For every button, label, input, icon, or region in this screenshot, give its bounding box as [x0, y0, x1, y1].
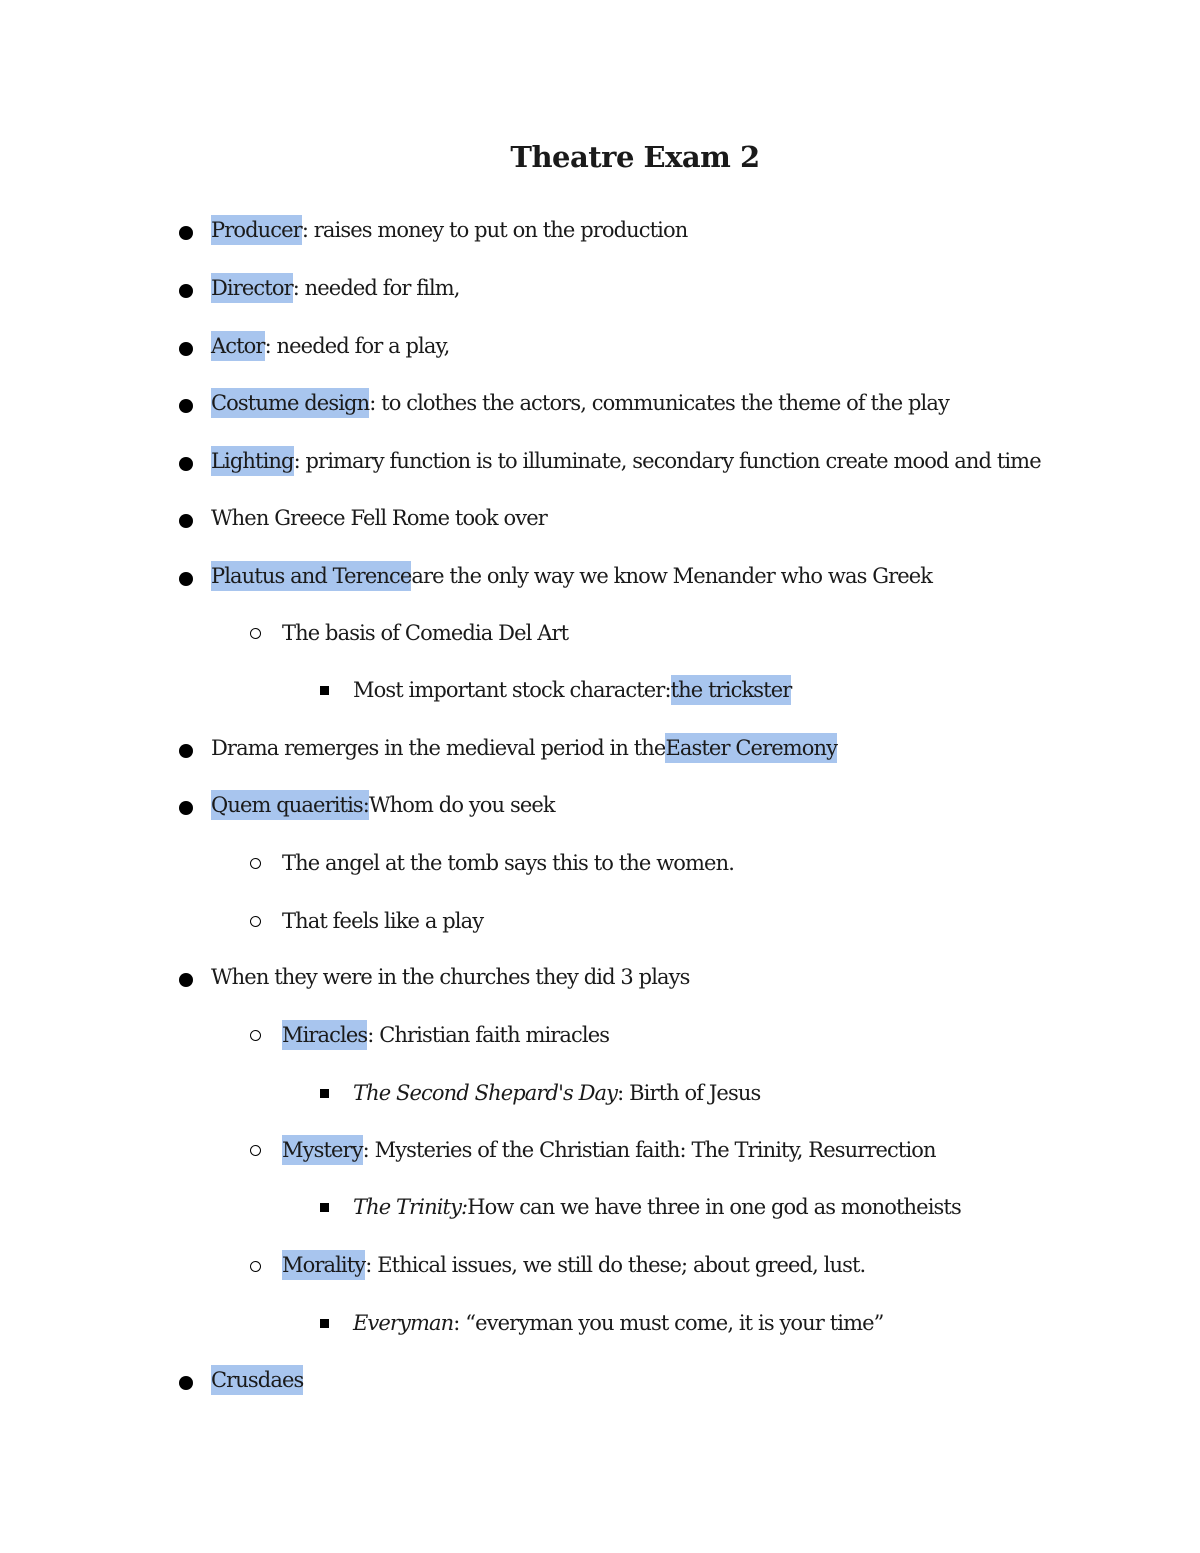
list-item: [282, 1019, 609, 1051]
item-text: : needed for film,: [292, 276, 460, 300]
item-text: That feels like a play: [282, 909, 484, 933]
highlighted-term: Director: [211, 273, 293, 303]
list-item: [211, 789, 555, 821]
list-item: [211, 1364, 303, 1396]
highlighted-term: Actor: [211, 331, 265, 361]
highlighted-term: Morality: [282, 1250, 365, 1280]
highlighted-term: Quem quaeritis:: [211, 790, 369, 820]
item-text: : primary function is to illuminate, secondary function create mood and time: [293, 449, 1041, 473]
play-title: The Second Shepard's Day: [353, 1081, 618, 1105]
item-text: Whom do you seek: [368, 793, 555, 817]
item-text: : Ethical issues, we still do these; about greed, lust.: [365, 1253, 866, 1277]
list-item: [211, 214, 687, 246]
highlighted-term: Producer: [211, 215, 302, 245]
item-text: When Greece Fell Rome took over: [211, 506, 547, 530]
item-text: When they were in the churches they did 3 plays: [211, 965, 690, 989]
bullet-square-icon: [320, 1089, 329, 1098]
bullet-circle-icon: [250, 628, 261, 639]
bullet-circle-icon: [250, 916, 261, 927]
highlighted-term: Crusdaes: [211, 1365, 303, 1395]
bullet-disc-icon: [179, 744, 193, 758]
highlighted-term: Lighting: [211, 446, 294, 476]
list-item: [211, 387, 949, 419]
list-item: [211, 502, 547, 534]
play-title: Everyman: [353, 1311, 454, 1335]
bullet-disc-icon: [179, 1376, 193, 1390]
item-text: The angel at the tomb says this to the women.: [282, 851, 734, 875]
list-item: [353, 674, 791, 706]
bullet-circle-icon: [250, 858, 261, 869]
bullet-disc-icon: [179, 342, 193, 356]
bullet-disc-icon: [179, 973, 193, 987]
bullet-disc-icon: [179, 284, 193, 298]
list-item: [211, 272, 460, 304]
list-item: [211, 445, 1041, 477]
bullet-square-icon: [320, 1203, 329, 1212]
item-text: Drama remerges in the medieval period in the: [211, 736, 666, 760]
list-item: [282, 617, 568, 649]
bullet-square-icon: [320, 1319, 329, 1328]
highlighted-term: Easter Ceremony: [665, 733, 837, 763]
item-text: The basis of Comedia Del Art: [282, 621, 569, 645]
item-text: Most important stock character:: [353, 678, 671, 702]
highlighted-term: the trickster: [671, 675, 792, 705]
item-text: : Mysteries of the Christian faith: The Trinity, Resurrection: [362, 1138, 936, 1162]
list-item: [282, 1249, 865, 1281]
item-text: How can we have three in one god as monotheists: [467, 1195, 961, 1219]
item-text: : Birth of Jesus: [617, 1081, 761, 1105]
item-text: : Christian faith miracles: [367, 1023, 610, 1047]
play-title: The Trinity:: [353, 1195, 468, 1219]
list-item: [211, 961, 689, 993]
highlighted-term: Mystery: [282, 1135, 363, 1165]
list-item: [353, 1191, 961, 1223]
bullet-disc-icon: [179, 226, 193, 240]
bullet-disc-icon: [179, 457, 193, 471]
list-item: [282, 1134, 936, 1166]
item-text: : to clothes the actors, communicates the theme of the play: [369, 391, 949, 415]
list-item: [211, 330, 449, 362]
item-text: : “everyman you must come, it is your time”: [453, 1311, 884, 1335]
list-item: [211, 732, 837, 764]
bullet-disc-icon: [179, 572, 193, 586]
bullet-disc-icon: [179, 514, 193, 528]
bullet-disc-icon: [179, 399, 193, 413]
highlighted-term: Costume design: [211, 388, 369, 418]
page-title: Theatre Exam 2: [510, 140, 760, 174]
bullet-square-icon: [320, 686, 329, 695]
list-item: [353, 1077, 760, 1109]
item-text: are the only way we know Menander who was Greek: [411, 564, 933, 588]
item-text: : raises money to put on the production: [301, 218, 688, 242]
list-item: [353, 1307, 883, 1339]
highlighted-term: Miracles: [282, 1020, 367, 1050]
bullet-circle-icon: [250, 1145, 261, 1156]
bullet-disc-icon: [179, 801, 193, 815]
bullet-circle-icon: [250, 1030, 261, 1041]
bullet-circle-icon: [250, 1261, 261, 1272]
highlighted-term: Plautus and Terence: [211, 561, 411, 591]
list-item: [211, 560, 932, 592]
list-item: [282, 905, 483, 937]
item-text: : needed for a play,: [264, 334, 450, 358]
list-item: [282, 847, 734, 879]
